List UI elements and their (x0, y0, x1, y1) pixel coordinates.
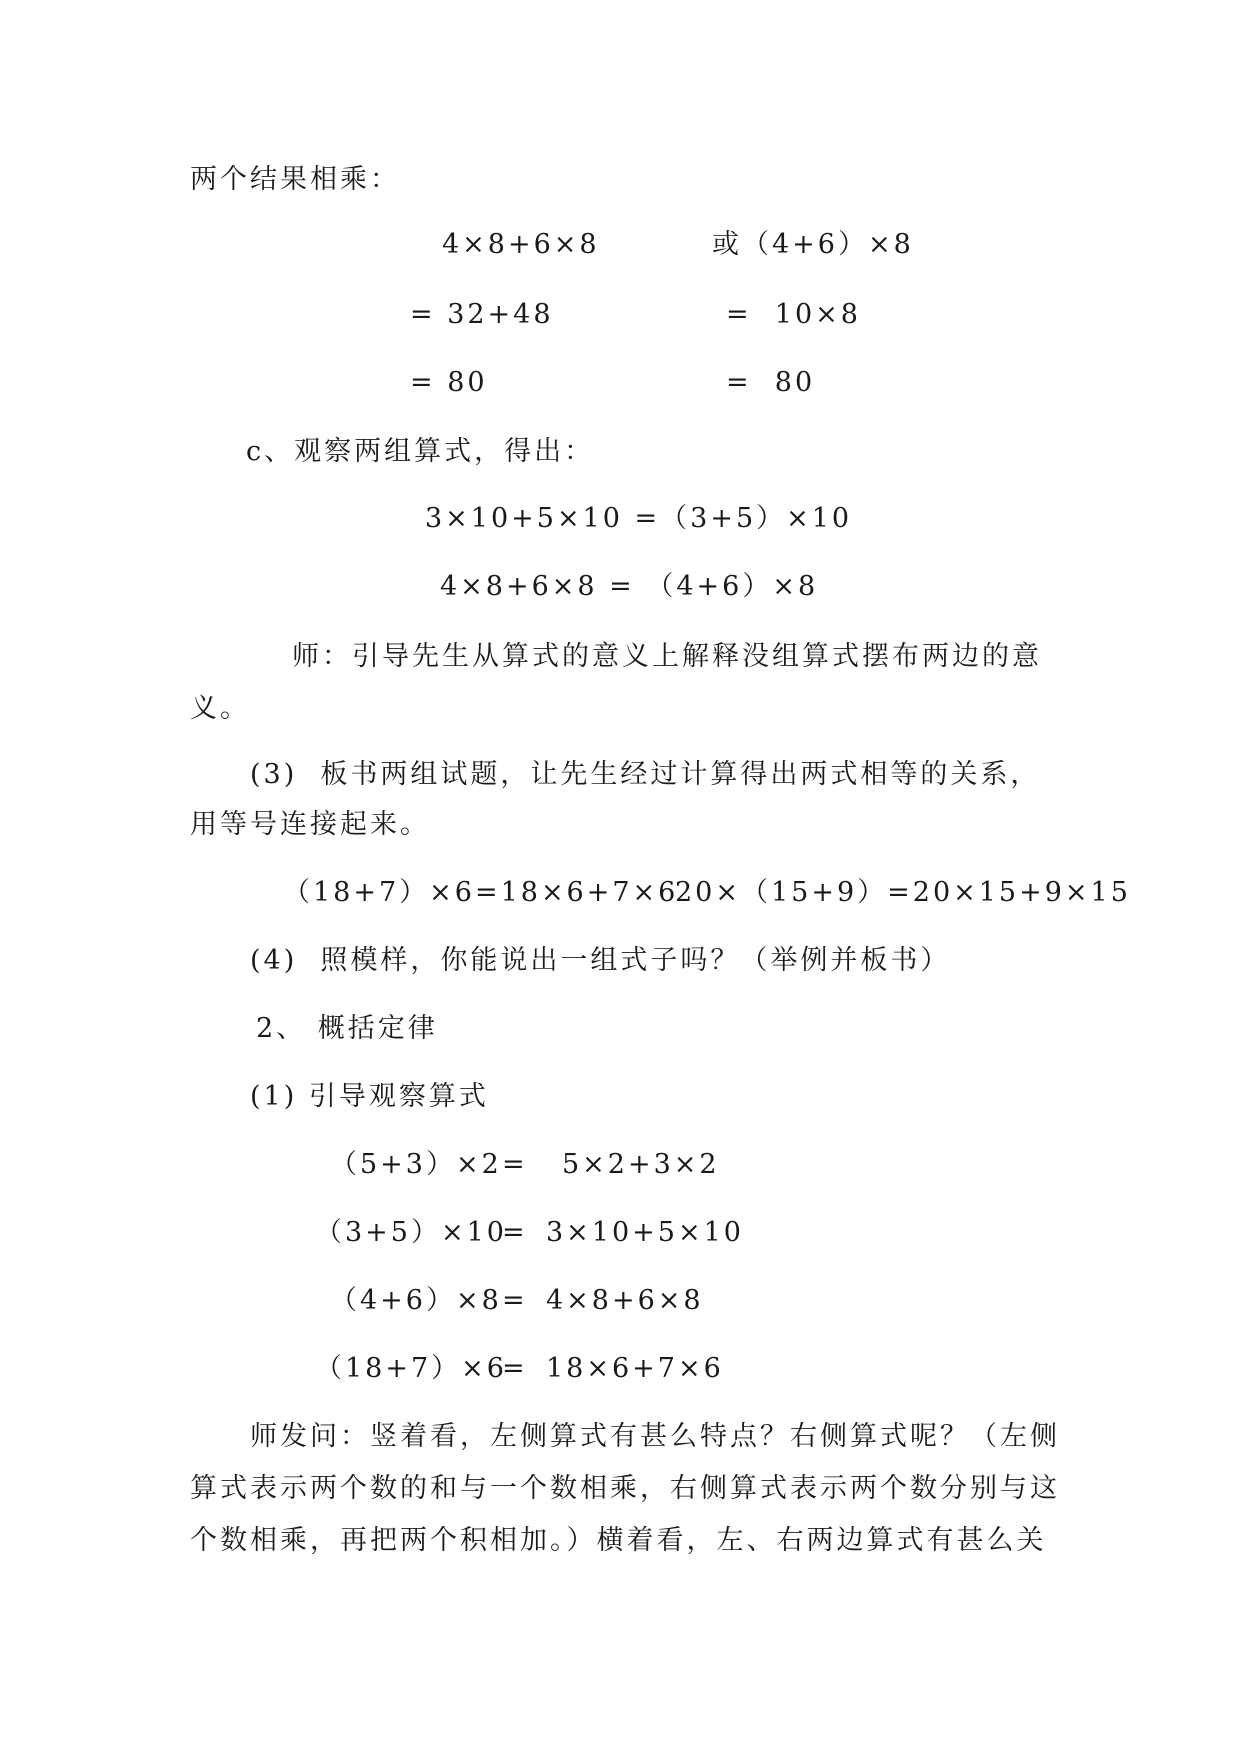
section-heading: 2、 概括定律 (256, 1013, 438, 1044)
paragraph-line: (3) 板书两组试题，让先生经过计算得出两式相等的关系， (250, 759, 1041, 790)
equation-right: 18×6+7×6 (546, 1353, 724, 1384)
equals-sign: = (502, 1149, 528, 1180)
equation: 4×8+6×8 = （4+6）×8 (440, 571, 819, 602)
equals-sign: = (502, 1217, 528, 1248)
equation-right: 3×10+5×10 (546, 1217, 744, 1248)
equation-right: 5×2+3×2 (562, 1149, 720, 1180)
equation: 3×10+5×10 =（3+5）×10 (425, 503, 853, 534)
paragraph-line: 用等号连接起来。 (190, 809, 430, 840)
equation-left: （18+7）×6=18×6+7×6 (283, 877, 679, 908)
equation-right: 或（4+6）×8 (712, 229, 914, 260)
paragraph-line: 师发问：竖着看，左侧算式有甚么特点？右侧算式呢？（左侧 (250, 1421, 1060, 1452)
equation-left: = 80 (410, 367, 488, 398)
equation-right: 4×8+6×8 (546, 1285, 704, 1316)
equation-left: = 32+48 (410, 299, 554, 330)
paragraph-line: 师：引导先生从算式的意义上解释没组算式摆布两边的意 (292, 641, 1042, 672)
equation-left: 4×8+6×8 (442, 229, 600, 260)
equals-sign: = (502, 1353, 528, 1384)
equation-left: （5+3）×2 (330, 1149, 502, 1180)
equation-right: = 80 (726, 367, 816, 398)
paragraph-line: 算式表示两个数的和与一个数相乘，右侧算式表示两个数分别与这 (190, 1473, 1060, 1504)
equation-left: （3+5）×10 (315, 1217, 507, 1248)
equals-sign: = (502, 1285, 528, 1316)
equation-right: 20×（15+9）=20×15+9×15 (675, 877, 1131, 908)
subsection-heading: (1) 引导观察算式 (250, 1081, 489, 1112)
equation-right: = 10×8 (726, 299, 861, 330)
section-heading: c、观察两组算式，得出： (246, 436, 595, 467)
paragraph-line: 义。 (190, 693, 250, 724)
paragraph-line: 个数相乘，再把两个积相加。）横着看，左、右两边算式有甚么关 (190, 1525, 1047, 1556)
text-line: 两个结果相乘： (190, 164, 400, 195)
equation-left: （18+7）×6 (315, 1353, 507, 1384)
equation-left: （4+6）×8 (330, 1285, 502, 1316)
paragraph-line: (4) 照模样，你能说出一组式子吗？（举例并板书） (250, 945, 951, 976)
